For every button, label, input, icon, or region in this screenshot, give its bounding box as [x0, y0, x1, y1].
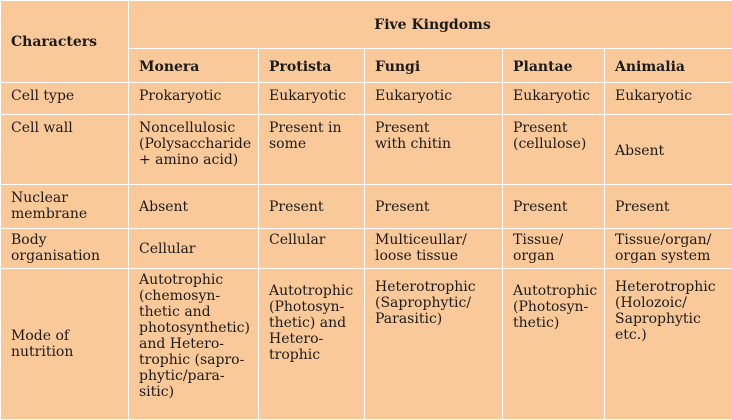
cell: Absent	[129, 185, 259, 229]
cell: Present (cellulose)	[503, 115, 605, 185]
cell: Autotrophic (Photosyn- thetic) and Hetero- trophic	[259, 269, 365, 420]
cell: Eukaryotic	[503, 83, 605, 115]
cell: Autotrophic (chemosyn- thetic and photosynthetic) and Hetero- trophic (sapro- phytic/para- sitic)	[129, 269, 259, 420]
cell: Tissue/ organ	[503, 229, 605, 269]
table-row	[1, 115, 732, 185]
cell: Absent	[605, 115, 732, 185]
row-label-nuclear-membrane: Nuclear membrane	[1, 185, 129, 229]
cell: Tissue/organ/ organ system	[605, 229, 732, 269]
cell: Prokaryotic	[129, 83, 259, 115]
cell: Present in some	[259, 115, 365, 185]
header-animalia: Animalia	[605, 49, 732, 83]
header-monera: Monera	[129, 49, 259, 83]
table-row	[1, 229, 732, 269]
cell: Present with chitin	[365, 115, 503, 185]
cell: Noncellulosic (Polysaccharide + amino acid)	[129, 115, 259, 185]
header-fungi: Fungi	[365, 49, 503, 83]
cell: Cellular	[129, 229, 259, 269]
cell: Eukaryotic	[365, 83, 503, 115]
table-row	[1, 185, 732, 229]
cell: Heterotrophic (Saprophytic/ Parasitic)	[365, 269, 503, 420]
table-row	[1, 83, 732, 115]
cell: Present	[605, 185, 732, 229]
cell: Eukaryotic	[605, 83, 732, 115]
cell: Present	[259, 185, 365, 229]
header-five-kingdoms: Five Kingdoms	[129, 1, 732, 49]
cell: Eukaryotic	[259, 83, 365, 115]
cell: Present	[365, 185, 503, 229]
header-protista: Protista	[259, 49, 365, 83]
row-label-cell-wall: Cell wall	[1, 115, 129, 185]
row-label-body-organisation: Body organisation	[1, 229, 129, 269]
row-label-mode-of-nutrition: Mode of nutrition	[1, 269, 129, 420]
header-characters: Characters	[1, 1, 129, 83]
row-label-cell-type: Cell type	[1, 83, 129, 115]
cell: Heterotrophic (Holozoic/ Saprophytic etc.)	[605, 269, 732, 420]
cell: Present	[503, 185, 605, 229]
cell: Cellular	[259, 229, 365, 269]
cell: Autotrophic (Photosyn- thetic)	[503, 269, 605, 420]
header-plantae: Plantae	[503, 49, 605, 83]
table-row	[1, 269, 732, 420]
cell: Multiceullar/ loose tissue	[365, 229, 503, 269]
